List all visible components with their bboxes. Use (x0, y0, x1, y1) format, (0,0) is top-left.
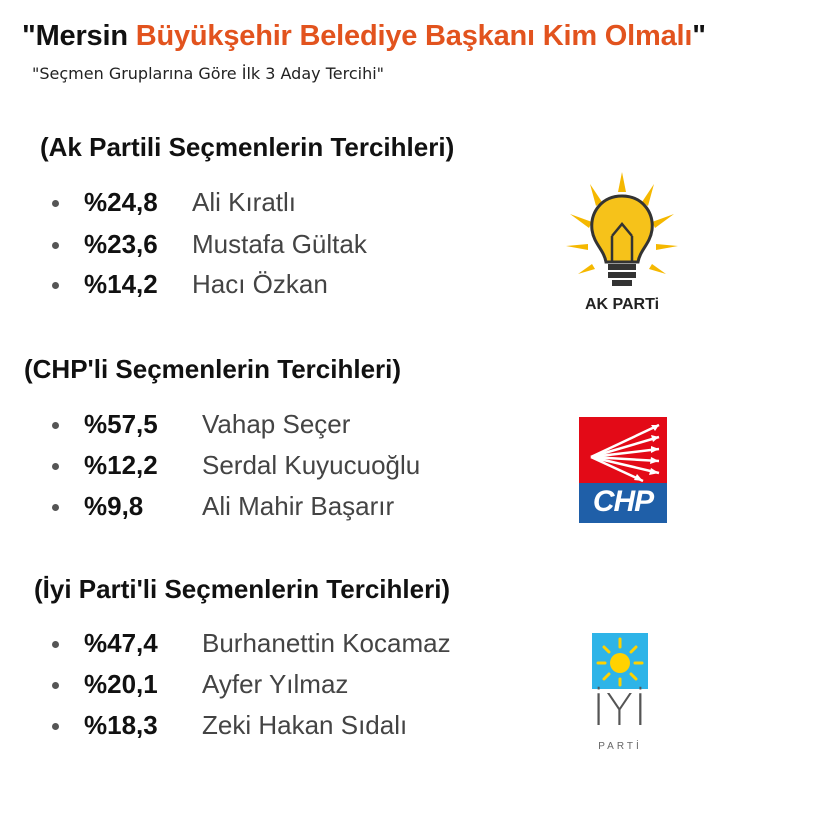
bullet-icon (52, 242, 59, 249)
candidate-name: Ayfer Yılmaz (202, 669, 349, 699)
sun-icon (592, 633, 648, 689)
percentage: %24,8 (84, 187, 158, 217)
candidate-name: Zeki Hakan Sıdalı (202, 710, 408, 740)
bullet-icon (52, 422, 59, 429)
percentage: %57,5 (84, 409, 158, 439)
percentage: %14,2 (84, 269, 158, 299)
page-title (22, 20, 706, 53)
chp-logo-text: CHP (592, 485, 654, 518)
iyi-logo-subtext: PARTİ (598, 741, 642, 752)
chp-section-heading: (CHP'li Seçmenlerin Tercihleri) (24, 354, 402, 384)
candidate-name: Ali Mahir Başarır (202, 491, 395, 521)
candidate-name: Serdal Kuyucuoğlu (202, 450, 421, 480)
title-close-quote: " (692, 20, 706, 52)
title-prefix: Mersin (35, 20, 136, 52)
percentage: %20,1 (84, 669, 158, 699)
candidate-name: Ali Kıratlı (192, 187, 297, 217)
candidate-name: Vahap Seçer (202, 409, 351, 439)
bullet-icon (52, 504, 59, 511)
percentage: %47,4 (84, 628, 158, 658)
bullet-icon (52, 282, 59, 289)
candidate-name: Mustafa Gültak (192, 229, 367, 259)
ak-parti-logo (560, 170, 684, 320)
bullet-icon (52, 682, 59, 689)
percentage: %12,2 (84, 450, 158, 480)
title-open-quote: " (22, 20, 36, 52)
bullet-icon (52, 723, 59, 730)
iyi-parti-logo (590, 633, 650, 757)
ak-section-heading: (Ak Partili Seçmenlerin Tercihleri) (40, 132, 455, 162)
percentage: %23,6 (84, 229, 158, 259)
bullet-icon (52, 200, 59, 207)
candidate-name: Hacı Özkan (192, 269, 328, 299)
candidate-name: Burhanettin Kocamaz (202, 628, 451, 658)
ak-logo-text: AK PARTi (584, 296, 660, 313)
bullet-icon (52, 641, 59, 648)
bullet-icon (52, 463, 59, 470)
title-highlight: Büyükşehir Belediye Başkanı Kim Olmalı (135, 20, 693, 52)
percentage: %18,3 (84, 710, 158, 740)
chp-logo (579, 417, 667, 523)
percentage: %9,8 (84, 491, 144, 521)
iyi-logo-text: İYİ (592, 685, 648, 736)
page-subtitle: "Seçmen Gruplarına Göre İlk 3 Aday Tercihi" (32, 64, 385, 83)
iyi-section-heading: (İyi Parti'li Seçmenlerin Tercihleri) (34, 574, 451, 604)
